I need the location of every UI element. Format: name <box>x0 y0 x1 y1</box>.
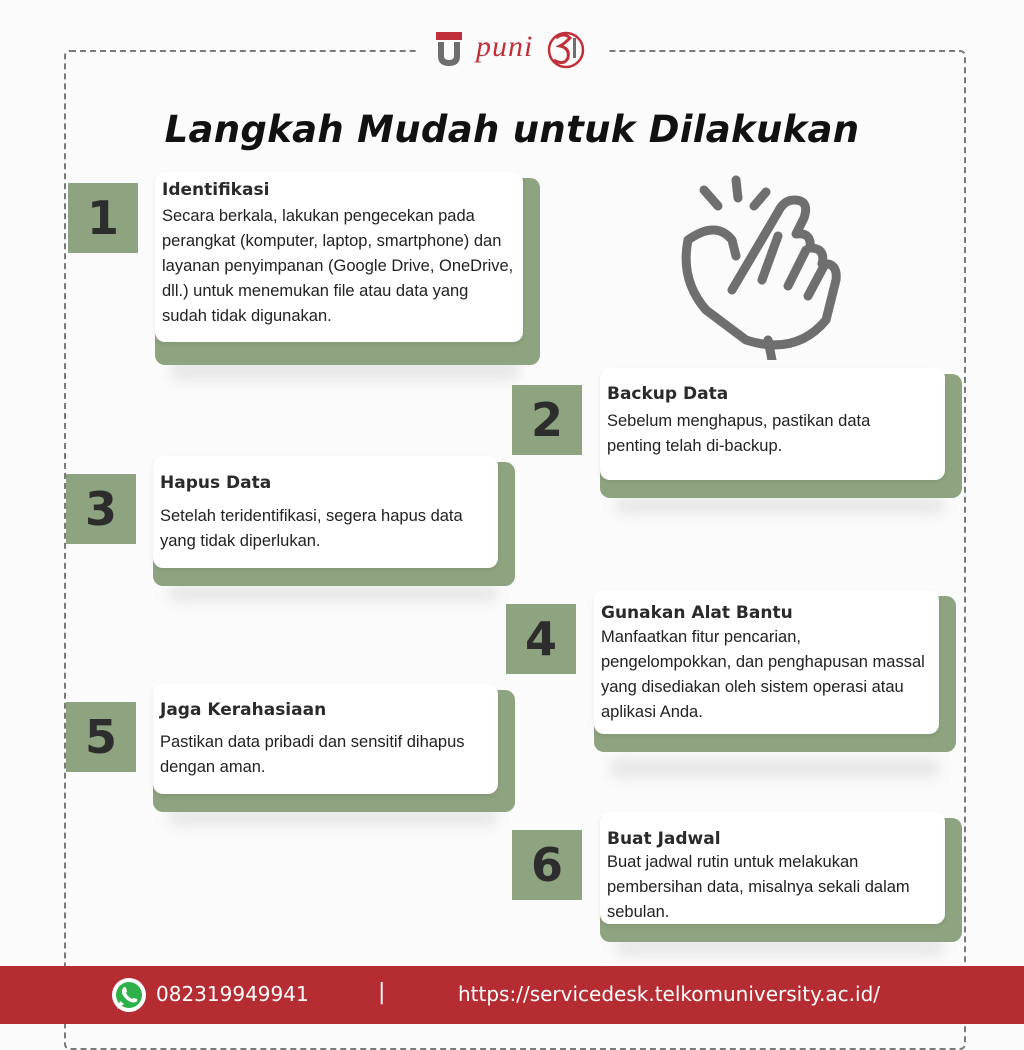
snap-fingers-icon <box>676 170 856 360</box>
step-title: Identifikasi <box>162 180 270 200</box>
step-body: Secara berkala, lakukan pengecekan pada perangkat (komputer, laptop, smartphone) dan layanan penyimpanan (Google Drive, OneDrive, dll.) untuk menemukan file atau data yang sudah tidak digunakan. <box>162 207 514 325</box>
step-number: 2 <box>512 385 582 455</box>
telkom-u-icon <box>432 30 472 70</box>
step-title: Jaga Kerahasiaan <box>160 700 327 720</box>
step-number: 6 <box>512 830 582 900</box>
step-body: Pastikan data pribadi dan sensitif dihapus dengan aman. <box>160 733 465 776</box>
footer <box>0 966 1024 1024</box>
step-body: Sebelum menghapus, pastikan data penting telah di-backup. <box>607 412 871 455</box>
whatsapp-icon <box>110 976 148 1014</box>
step-number: 5 <box>66 702 136 772</box>
step-number: 1 <box>68 183 138 253</box>
logo <box>418 24 608 76</box>
anniversary-31-icon <box>546 28 586 72</box>
step-body: Buat jadwal rutin untuk melakukan pembersihan data, misalnya sekali dalam sebulan. <box>607 853 910 921</box>
website-link[interactable]: https://servicedesk.telkomuniversity.ac.id/ <box>458 982 881 1006</box>
step-body: Setelah teridentifikasi, segera hapus data yang tidak diperlukan. <box>160 507 463 550</box>
step-number: 3 <box>66 474 136 544</box>
logo-text: puni <box>476 30 534 63</box>
page-title: Langkah Mudah untuk Dilakukan <box>164 108 860 151</box>
step-number: 4 <box>506 604 576 674</box>
step-title: Backup Data <box>607 384 729 404</box>
separator: | <box>378 980 386 1005</box>
phone-number[interactable]: 082319949941 <box>156 982 309 1006</box>
step-title: Buat Jadwal <box>607 829 721 849</box>
step-body: Manfaatkan fitur pencarian, pengelompokkan, dan penghapusan massal yang disediakan oleh sistem operasi atau aplikasi Anda. <box>601 628 925 721</box>
step-title: Gunakan Alat Bantu <box>601 603 793 623</box>
step-title: Hapus Data <box>160 473 272 493</box>
